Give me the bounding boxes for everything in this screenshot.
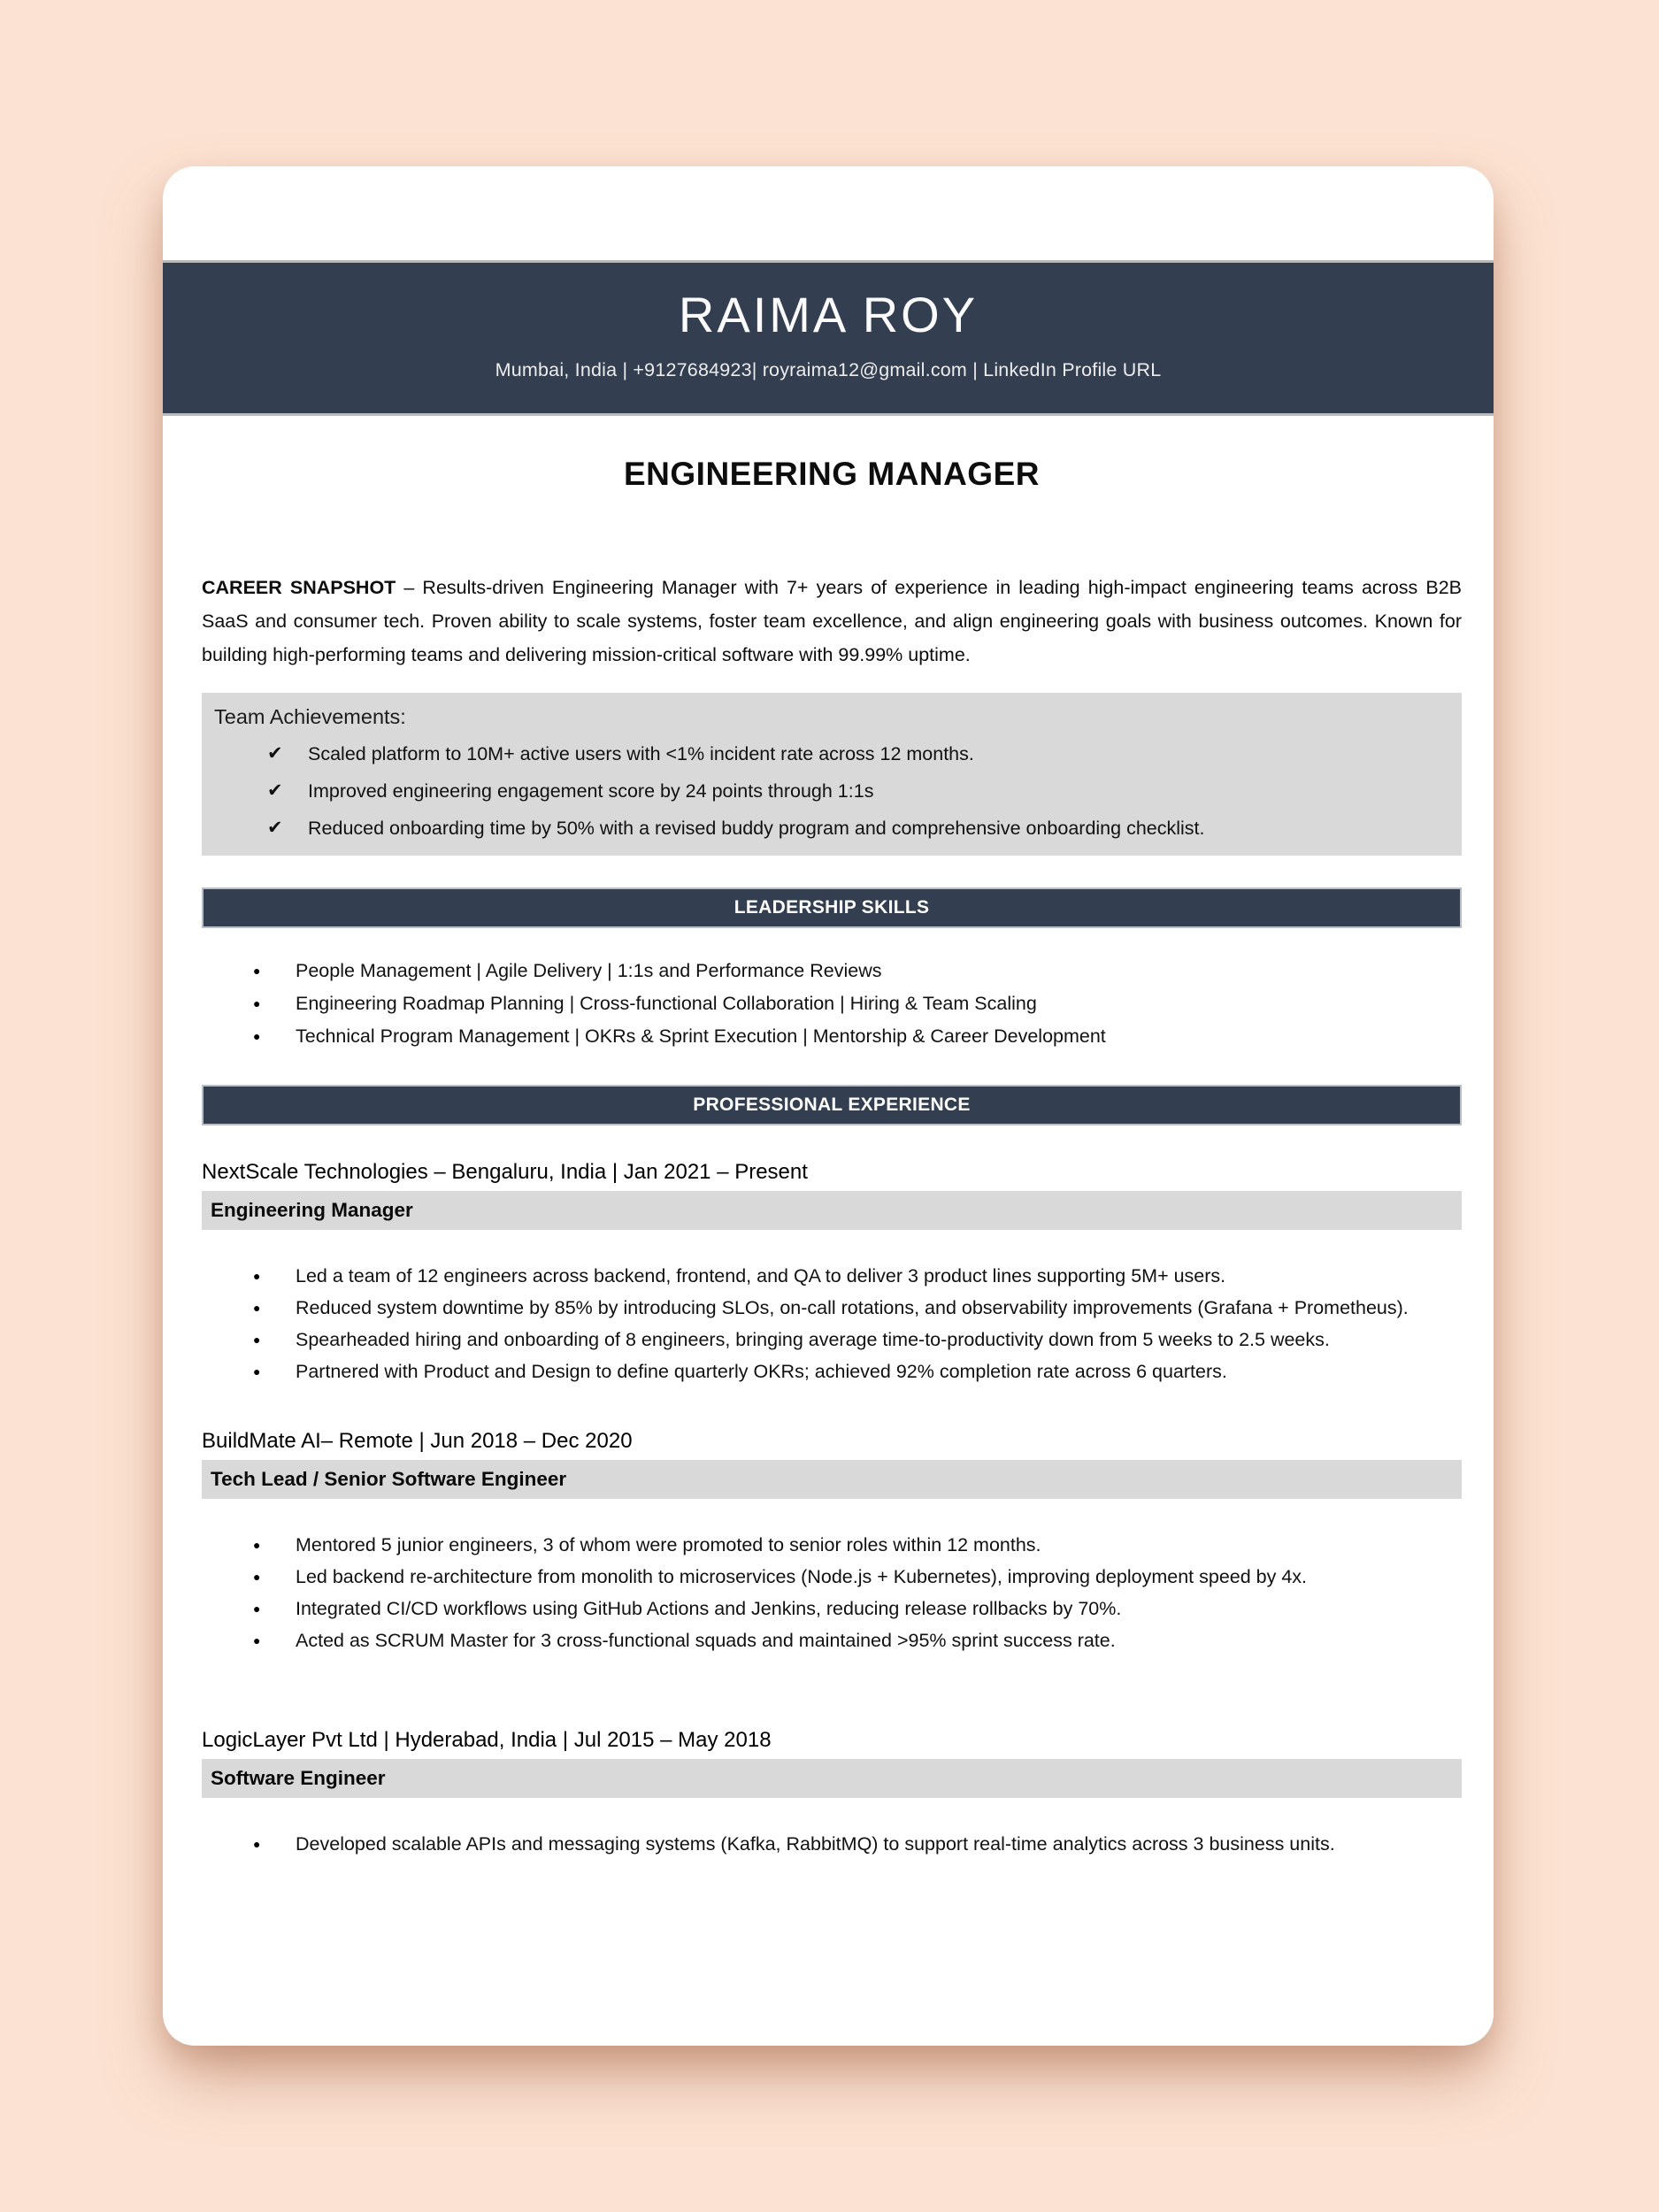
career-snapshot-paragraph [202,571,1462,672]
skill-text: People Management | Agile Delivery | 1:1s and Performance Reviews [296,960,882,981]
bullet-icon: ● [253,1601,261,1616]
bullet-icon: ● [253,1269,261,1283]
job-bullet-text: Integrated CI/CD workflows using GitHub Actions and Jenkins, reducing release rollbacks by 70%. [296,1598,1122,1619]
job-role-bar: Software Engineer [202,1759,1462,1798]
job-bullet-list [202,1828,1462,1860]
list-item [202,987,1462,1020]
achievement-item [214,776,1446,806]
section-header-professional-experience: PROFESSIONAL EXPERIENCE [202,1085,1462,1125]
company-line: LogicLayer Pvt Ltd | Hyderabad, India | Jul 2015 – May 2018 [202,1728,772,1752]
contact-line: Mumbai, India | +9127684923| royraima12@gmail.com | LinkedIn Profile URL [495,359,1162,380]
list-item [202,1561,1462,1593]
list-item [202,1593,1462,1624]
bullet-icon: ● [253,1364,261,1379]
job-bullet-text: Developed scalable APIs and messaging systems (Kafka, RabbitMQ) to support real-time analytics across 3 business units. [296,1833,1335,1855]
list-item [202,1356,1462,1387]
skill-text: Technical Program Management | OKRs & Sprint Execution | Mentorship & Career Development [296,1025,1106,1047]
bullet-icon: ● [253,1570,261,1584]
bullet-icon: ● [253,1301,261,1315]
company-line: BuildMate AI– Remote | Jun 2018 – Dec 2020 [202,1429,633,1453]
check-icon: ✔ [267,743,283,764]
candidate-name: RAIMA ROY [678,287,979,342]
list-item [202,1260,1462,1292]
career-snapshot-label: CAREER SNAPSHOT [202,577,396,598]
job-bullet-text: Partnered with Product and Design to define quarterly OKRs; achieved 92% completion rate across 6 quarters. [296,1361,1227,1382]
bullet-icon: ● [253,964,261,978]
list-item [202,1624,1462,1656]
bullet-icon: ● [253,1538,261,1552]
list-item [202,955,1462,987]
job-bullet-text: Spearheaded hiring and onboarding of 8 engineers, bringing average time-to-productivity down from 5 weeks to 2.5 weeks. [296,1329,1330,1350]
bullet-icon: ● [253,1333,261,1347]
check-icon: ✔ [267,780,283,801]
section-header-leadership-skills: LEADERSHIP SKILLS [202,887,1462,928]
bullet-icon: ● [253,1029,261,1043]
career-snapshot-text: – Results-driven Engineering Manager with 7+ years of experience in leading high-impact engineering teams across B2B SaaS and consumer tech. Proven ability to scale systems, foster team excellence, and align engineering goals with business outcomes. Known for building high-performing teams and delivering mission-critical software with 99.99% uptime. [202,577,1462,665]
list-item [202,1828,1462,1860]
job-role-bar: Engineering Manager [202,1191,1462,1230]
job-bullet-text: Acted as SCRUM Master for 3 cross-functional squads and maintained >95% sprint success rate. [296,1630,1116,1651]
resume-header [163,260,1494,416]
achievement-item [214,739,1446,769]
team-achievements-box [202,693,1462,856]
experience-entry [202,1727,1462,1860]
bullet-icon: ● [253,1837,261,1851]
achievement-item [214,813,1446,843]
team-achievements-heading: Team Achievements: [214,705,406,728]
job-bullet-text: Led backend re-architecture from monolith to microservices (Node.js + Kubernetes), improving deployment speed by 4x. [296,1566,1308,1587]
list-item [202,1529,1462,1561]
skill-text: Engineering Roadmap Planning | Cross-functional Collaboration | Hiring & Team Scaling [296,993,1037,1014]
experience-entry [202,1428,1462,1656]
check-icon: ✔ [267,818,283,838]
experience-entry [202,1159,1462,1387]
resume-body [163,456,1494,1860]
list-item [202,1020,1462,1053]
job-bullet-text: Led a team of 12 engineers across backend, frontend, and QA to deliver 3 product lines supporting 5M+ users. [296,1265,1226,1286]
resume-document [163,166,1494,2046]
achievement-text: Scaled platform to 10M+ active users with <1% incident rate across 12 months. [308,743,974,764]
bullet-icon: ● [253,996,261,1010]
bullet-icon: ● [253,1633,261,1647]
page-title: ENGINEERING MANAGER [624,456,1040,492]
job-bullet-list [202,1260,1462,1387]
job-bullet-list [202,1529,1462,1656]
job-bullet-text: Mentored 5 junior engineers, 3 of whom were promoted to senior roles within 12 months. [296,1534,1041,1555]
job-role-bar: Tech Lead / Senior Software Engineer [202,1460,1462,1499]
list-item [202,1292,1462,1324]
company-line: NextScale Technologies – Bengaluru, India | Jan 2021 – Present [202,1160,808,1184]
job-bullet-text: Reduced system downtime by 85% by introducing SLOs, on-call rotations, and observability improvements (Grafana + Prometheus). [296,1297,1409,1318]
leadership-skills-list [202,955,1462,1053]
achievement-text: Reduced onboarding time by 50% with a revised buddy program and comprehensive onboarding checklist. [308,818,1205,839]
list-item [202,1324,1462,1356]
achievement-text: Improved engineering engagement score by 24 points through 1:1s [308,780,874,802]
